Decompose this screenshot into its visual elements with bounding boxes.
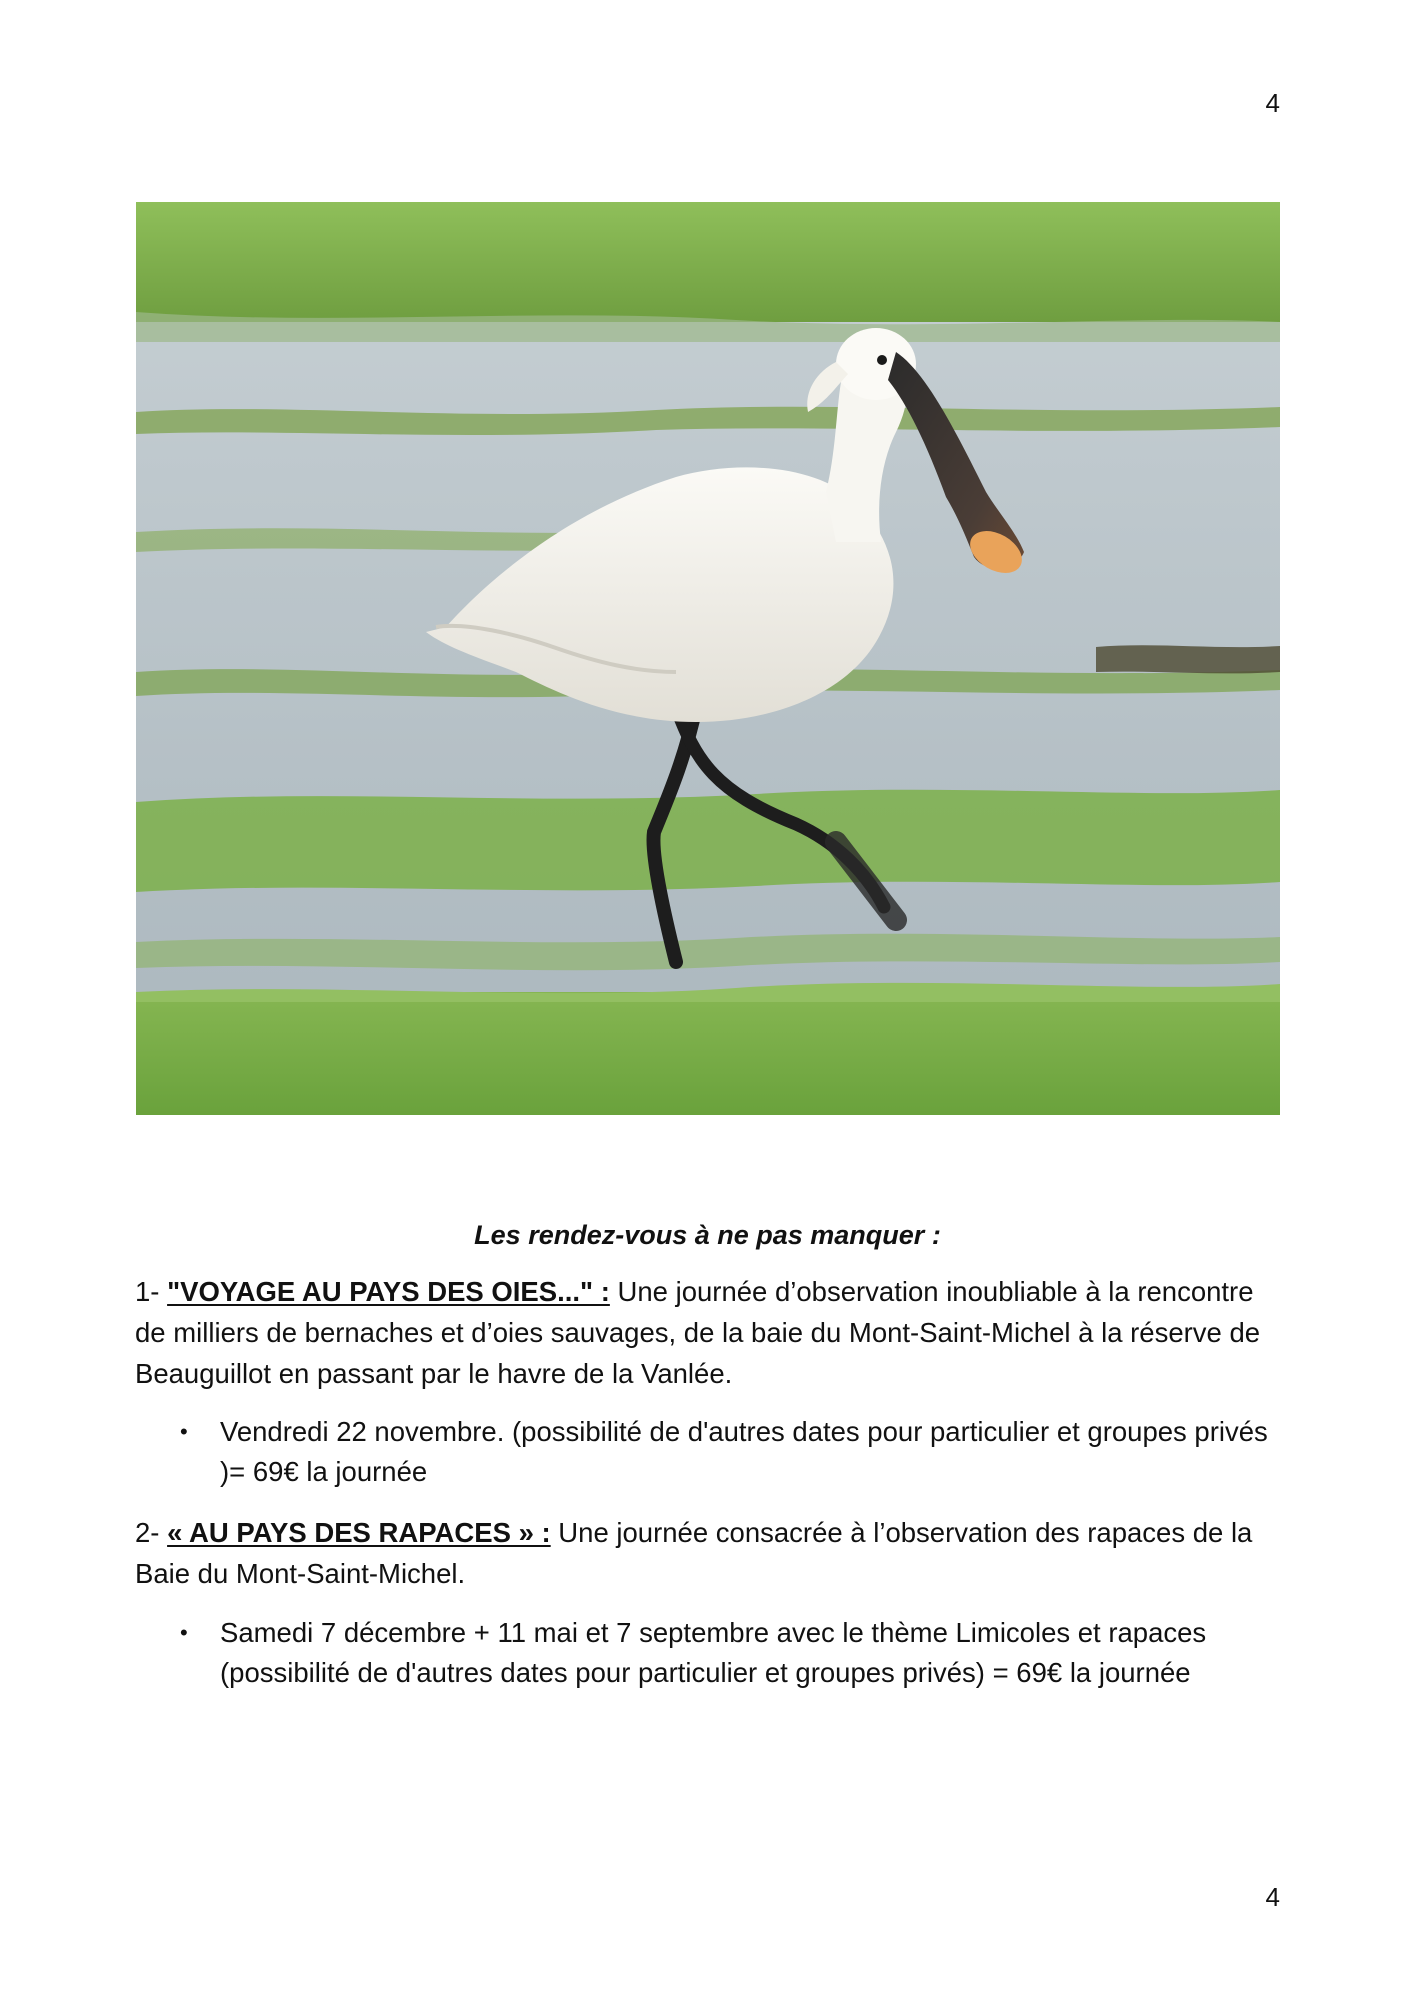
page-number-top: 4 (1265, 88, 1280, 118)
event-2-prefix: 2- (135, 1517, 168, 1548)
event-1-prefix: 1- (135, 1276, 168, 1307)
page-number-bottom: 4 (1265, 1882, 1280, 1912)
section-title: Les rendez-vous à ne pas manquer : (474, 1220, 941, 1250)
event-raptors (135, 1512, 1285, 1594)
event-1-bullet-text: Vendredi 22 novembre. (possibilité de d'autres dates pour particulier et groupes privés )= 69€ la journée (220, 1416, 1268, 1487)
event-goose-trip (135, 1271, 1285, 1394)
event-2-title: « AU PAYS DES RAPACES » : (167, 1517, 551, 1548)
bullet-dot-icon: • (180, 1620, 188, 1645)
event-1-bullet (180, 1412, 1280, 1492)
spoonbill-illustration (136, 202, 1280, 1115)
bullet-dot-icon: • (180, 1419, 188, 1444)
event-1-description: Une journée d’observation inoubliable à la rencontre de milliers de bernaches et d’oies sauvages, de la baie du Mont-Saint-Michel à la réserve de Beauguillot en passant par le havre de la Vanlée. (135, 1276, 1261, 1389)
event-2-description: Une journée consacrée à l’observation des rapaces de la Baie du Mont-Saint-Michel. (135, 1517, 1253, 1589)
spoonbill-photo (136, 202, 1280, 1115)
event-2-bullet-text: Samedi 7 décembre + 11 mai et 7 septembre avec le thème Limicoles et rapaces (possibilité de d'autres dates pour particulier et groupes privés) = 69€ la journée (220, 1617, 1207, 1688)
event-1-title: "VOYAGE AU PAYS DES OIES..." : (167, 1276, 610, 1307)
event-2-bullet (180, 1613, 1280, 1693)
